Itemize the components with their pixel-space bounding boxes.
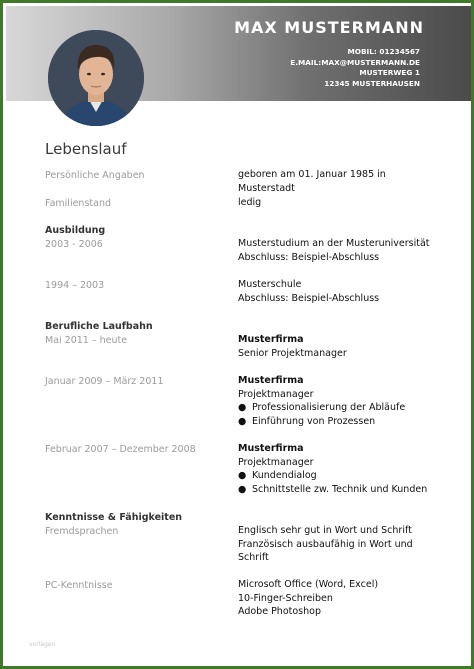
education-line: Musterschule bbox=[238, 279, 302, 290]
education-period: 1994 – 2003 bbox=[45, 280, 105, 291]
career-period: Mai 2011 – heute bbox=[45, 335, 128, 346]
career-entry bbox=[238, 333, 347, 360]
education-entry bbox=[238, 278, 379, 305]
label-status: Familienstand bbox=[45, 198, 111, 209]
page-title: Lebenslauf bbox=[45, 140, 127, 158]
job-role: Senior Projektmanager bbox=[238, 347, 347, 359]
list-item bbox=[238, 469, 427, 483]
pc-skills-value bbox=[238, 578, 378, 619]
list-item bbox=[238, 415, 405, 429]
career-period: Februar 2007 – Dezember 2008 bbox=[45, 444, 196, 455]
bullet-icon: ● bbox=[238, 402, 247, 414]
job-role: Projektmanager bbox=[238, 388, 314, 400]
company-name: Musterfirma bbox=[238, 375, 304, 386]
company-name: Musterfirma bbox=[238, 334, 304, 345]
section-career: Berufliche Laufbahn bbox=[45, 321, 153, 332]
skill-line: 10-Finger-Schreiben bbox=[238, 592, 333, 604]
skill-line: Englisch sehr gut in Wort und Schrift bbox=[238, 525, 412, 536]
mobile-number: MOBIL: 01234567 bbox=[347, 47, 420, 56]
skill-line: Adobe Photoshop bbox=[238, 606, 321, 618]
email-address: E.MAIL:MAX@MUSTERMANN.DE bbox=[290, 57, 420, 67]
watermark: vorlagen bbox=[29, 641, 56, 648]
education-line: Abschluss: Beispiel-Abschluss bbox=[238, 292, 380, 304]
birth-line: geboren am 01. Januar 1985 in bbox=[238, 169, 386, 180]
section-skills: Kenntnisse & Fähigkeiten bbox=[45, 512, 183, 523]
career-entry bbox=[238, 374, 405, 428]
education-period: 2003 - 2006 bbox=[45, 239, 103, 250]
label-languages: Fremdsprachen bbox=[45, 526, 119, 537]
skill-line: Schrift bbox=[238, 552, 269, 564]
value-status: ledig bbox=[238, 197, 262, 208]
bullet-icon: ● bbox=[238, 415, 247, 427]
education-entry bbox=[238, 237, 430, 264]
full-name: MAX MUSTERMANN bbox=[234, 18, 424, 37]
company-name: Musterfirma bbox=[238, 443, 304, 454]
section-education: Ausbildung bbox=[45, 225, 106, 236]
label-personal: Persönliche Angaben bbox=[45, 170, 145, 181]
career-entry bbox=[238, 442, 427, 496]
education-line: Musterstudium an der Musteruniversität bbox=[238, 238, 430, 249]
job-role: Projektmanager bbox=[238, 456, 314, 468]
skill-line: Französisch ausbaufähig in Wort und bbox=[238, 538, 413, 550]
list-item bbox=[238, 483, 427, 497]
bullet-text: Schnittstelle zw. Technik und Kunden bbox=[252, 483, 428, 495]
skill-line: Microsoft Office (Word, Excel) bbox=[238, 579, 379, 590]
bullet-text: Kundendialog bbox=[252, 470, 317, 482]
city-address: 12345 MUSTERHAUSEN bbox=[324, 78, 420, 88]
bullet-icon: ● bbox=[238, 470, 247, 482]
street-address: MUSTERWEG 1 bbox=[359, 68, 420, 77]
value-birth bbox=[238, 168, 386, 195]
bullet-icon: ● bbox=[238, 483, 247, 495]
bullet-text: Einführung von Prozessen bbox=[252, 415, 376, 427]
languages-value bbox=[238, 524, 413, 565]
contact-block bbox=[290, 47, 420, 89]
profile-photo bbox=[48, 30, 144, 126]
education-line: Abschluss: Beispiel-Abschluss bbox=[238, 251, 380, 263]
label-pc-skills: PC-Kenntnisse bbox=[45, 580, 113, 591]
birth-line: Musterstadt bbox=[238, 182, 295, 194]
bullet-text: Professionalisierung der Abläufe bbox=[252, 402, 406, 414]
person-portrait-icon bbox=[48, 30, 144, 126]
list-item bbox=[238, 401, 405, 415]
career-period: Januar 2009 – März 2011 bbox=[45, 376, 164, 387]
